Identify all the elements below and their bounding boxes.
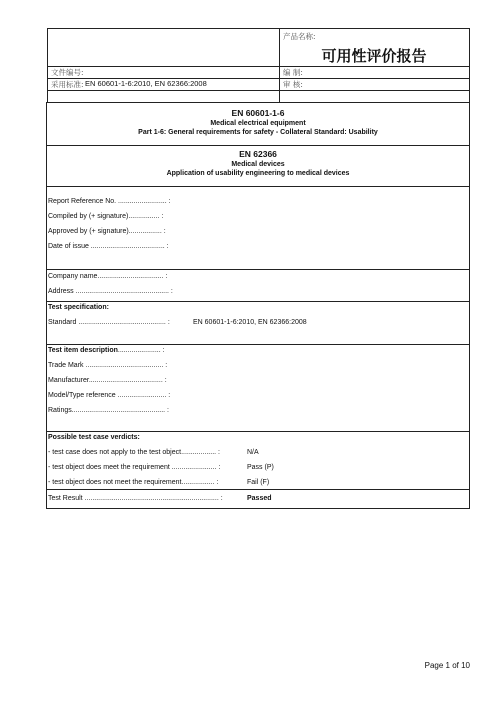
divider xyxy=(47,145,469,146)
address-row: Address ................................................ : xyxy=(48,288,173,295)
verdict-label: - test object does not meet the requirement................. : xyxy=(48,479,219,486)
test-item-heading-dots: ...................... : xyxy=(117,347,165,354)
verdict-label: - test case does not apply to the test object.................. : xyxy=(48,449,220,456)
test-spec-heading: Test specification: xyxy=(48,304,109,311)
trade-mark-row: Trade Mark ........................................ : xyxy=(48,362,168,369)
ratings-row: Ratings................................................ : xyxy=(48,407,169,414)
test-result-value: Passed xyxy=(247,495,272,502)
section2-subtitle: Medical devices xyxy=(231,161,285,168)
approved-by-row: Approved by (+ signature)................. : xyxy=(48,228,166,235)
product-name-label: 产品名称: xyxy=(283,32,316,41)
compiled-by-row: Compiled by (+ signature)................ : xyxy=(48,213,164,220)
divider xyxy=(47,301,469,302)
divider xyxy=(47,489,469,490)
manufacturer-row: Manufacturer...................................... : xyxy=(48,377,167,384)
divider xyxy=(47,186,469,187)
test-item-heading-row xyxy=(48,347,165,354)
date-of-issue-row: Date of issue ...................................... : xyxy=(48,243,169,250)
section2-part: Application of usability engineering to medical devices xyxy=(166,170,350,177)
section1-subtitle: Medical electrical equipment xyxy=(210,120,306,127)
company-name-row: Company name.................................. : xyxy=(48,273,168,280)
report-ref-row: Report Reference No. ......................... : xyxy=(48,198,171,205)
prepared-label: 编 制: xyxy=(283,68,303,77)
verdict-value: Pass (P) xyxy=(247,464,274,471)
section1-code: EN 60601-1-6 xyxy=(231,108,285,118)
divider xyxy=(48,66,469,67)
file-no-label: 文件编号: xyxy=(51,68,84,77)
divider xyxy=(47,269,469,270)
section2-code: EN 62366 xyxy=(239,149,277,159)
test-result-label: Test Result ..................................................................... : xyxy=(48,495,223,502)
verdict-value: Fail (F) xyxy=(247,479,270,486)
test-spec-standard-value: EN 60601-1-6:2010, EN 62366:2008 xyxy=(193,319,307,326)
divider xyxy=(47,431,469,432)
standard-label: 采用标准: xyxy=(51,80,84,89)
reviewed-label: 审 核: xyxy=(283,80,303,89)
product-name: 可用性评价报告 xyxy=(321,47,427,65)
test-spec-standard-label: Standard ............................................. : xyxy=(48,319,170,326)
standard-value: EN 60601-1-6:2010, EN 62366:2008 xyxy=(85,79,207,88)
model-row: Model/Type reference ......................... : xyxy=(48,392,171,399)
page-number: Page 1 of 10 xyxy=(424,661,470,670)
divider xyxy=(47,344,469,345)
divider xyxy=(48,90,469,91)
verdict-value: N/A xyxy=(247,449,259,456)
section1-part: Part 1-6: General requirements for safety - Collateral Standard: Usability xyxy=(138,129,378,136)
verdicts-heading: Possible test case verdicts: xyxy=(48,434,140,441)
verdict-label: - test object does meet the requirement ....................... : xyxy=(48,464,221,471)
test-item-heading: Test item description xyxy=(48,347,118,354)
